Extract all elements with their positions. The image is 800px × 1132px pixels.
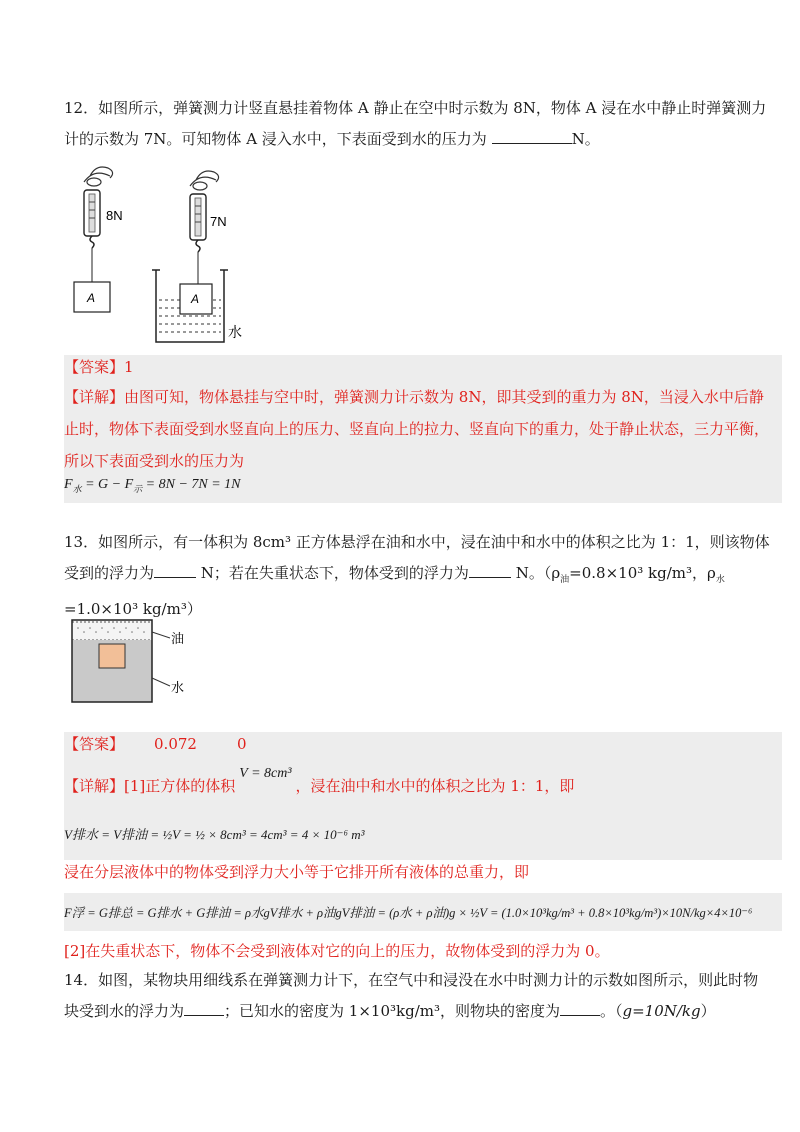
q13-volume: V = 8cm³ — [239, 766, 292, 781]
question-14 — [64, 966, 764, 1026]
q13-blank1 — [154, 563, 196, 578]
q12-detail-line3: 所以下表面受到水的压力为 — [64, 452, 245, 470]
q14-blank1 — [184, 1001, 224, 1016]
q14-text-c: 。（ — [599, 1002, 623, 1020]
q13-answer-1: 0.072 — [154, 735, 197, 753]
q14-text-b: ；已知水的密度为 1×10³kg/m³，则物块的密度为 — [224, 1002, 560, 1020]
q14-line1: 14．如图，某物块用细线系在弹簧测力计下，在空气中和浸没在水中时测力计的示数如图所示，则此时物 — [64, 971, 759, 989]
formula-rest: = 8N − 7N = 1N — [142, 477, 241, 492]
q13-figure — [70, 618, 210, 708]
q13-water-label: 水 — [171, 680, 185, 695]
q13-rho-oil-val: =0.8×10³ kg/m³，ρ — [569, 564, 716, 582]
q13-detail-line2: 浸在分层液体中的物体受到浮力大小等于它排开所有液体的总重力，即 — [64, 863, 530, 881]
q12-reading-8n: 8N — [106, 208, 123, 223]
q12-line2 — [64, 125, 734, 154]
q13-detail-text-b: ，浸在油中和水中的体积之比为 1：1，即 — [295, 777, 575, 795]
q12-block-a1: A — [87, 291, 96, 305]
q13-formula2: F浮 = G排总 = G排水 + G排油 = ρ水gV排水 + ρ油gV排油 = (ρ水 + ρ油)g × ½V = (1.0×10³kg/m³ + 0.8×10³kg/m³)×10N/kg×4×10⁻⁶ — [64, 906, 753, 920]
q12-answer-value: 1 — [124, 358, 134, 376]
q14-text-a: 块受到水的浮力为 — [64, 1002, 185, 1020]
q13-text-c: N。（ρ — [510, 564, 561, 582]
q12-water-label: 水 — [228, 324, 242, 340]
q12-line2-text: 计的示数为 7N。可知物体 A 浸入水中，下表面受到水的压力为 — [64, 130, 492, 148]
q13-answer-line — [64, 730, 247, 759]
q13-text-b: N；若在失重状态下，物体受到的浮力为 — [196, 564, 469, 582]
q13-detail-line3: [2]在失重状态下，物体不会受到液体对它的向上的压力，故物体受到的浮力为 0。 — [64, 942, 610, 960]
q12-unit: N。 — [571, 130, 600, 148]
q13-answer-box — [64, 732, 782, 860]
q13-line3: =1.0×10³ kg/m³） — [64, 600, 202, 618]
answer-tag: 【答案】 — [64, 735, 125, 753]
formula-sub-water: 水 — [72, 483, 82, 494]
q13-text-a: 受到的浮力为 — [64, 564, 155, 582]
q13-line1: 13．如图所示，有一体积为 8cm³ 正方体悬浮在油和水中，浸在油中和水中的体积之比为 1：1，则该物体 — [64, 533, 770, 551]
formula-sub-show: 示 — [133, 483, 143, 494]
q14-g-value: g=10N/kg — [622, 1002, 701, 1020]
q12-answer-box — [64, 355, 782, 503]
q12-detail-line1: 由图可知，物体悬挂与空中时，弹簧测力计示数为 8N，即其受到的重力为 8N，当浸入水中后静 — [124, 388, 764, 406]
question-13 — [64, 528, 784, 624]
q12-line1: 12．如图所示，弹簧测力计竖直悬挂着物体 A 静止在空中时示数为 8N，物体 A 浸在水中静止时弹簧测力 — [64, 99, 767, 117]
q12-block-a2: A — [191, 292, 200, 306]
q12-answer-blank — [492, 129, 572, 144]
q12-formula — [64, 477, 241, 495]
q13-detail-line1 — [64, 766, 575, 802]
q13-line2 — [64, 559, 784, 595]
q14-blank2 — [560, 1001, 600, 1016]
q14-line2 — [64, 997, 764, 1026]
q12-detail-line2: 止时，物体下表面受到水竖直向上的压力、竖直向上的拉力、竖直向下的重力，处于静止状态，三力平衡， — [64, 420, 770, 438]
q14-text-d: ） — [700, 1002, 716, 1020]
q13-formula1: V排水 = V排油 = ½V = ½ × 8cm³ = 4cm³ = 4 × 10⁻⁶ m³ — [64, 827, 365, 842]
q12-detail — [64, 381, 769, 477]
q13-rho-water-sub: 水 — [715, 575, 725, 585]
q13-rho-oil-sub: 油 — [560, 575, 570, 585]
q12-figure — [64, 154, 264, 354]
formula-f: F — [64, 477, 73, 492]
q13-detail-text: [1]正方体的体积 — [124, 777, 236, 795]
q13-formula2-box — [64, 893, 782, 931]
detail-tag: 【详解】 — [64, 388, 125, 406]
question-12 — [64, 94, 767, 154]
answer-tag: 【答案】 — [64, 358, 125, 376]
q12-reading-7n: 7N — [210, 214, 227, 229]
q13-answer-2: 0 — [236, 735, 247, 753]
q13-oil-label: 油 — [171, 631, 185, 646]
q12-answer-line — [64, 353, 134, 382]
formula-eq: = G − F — [81, 477, 134, 492]
q13-blank2 — [469, 563, 511, 578]
detail-tag: 【详解】 — [64, 777, 125, 795]
